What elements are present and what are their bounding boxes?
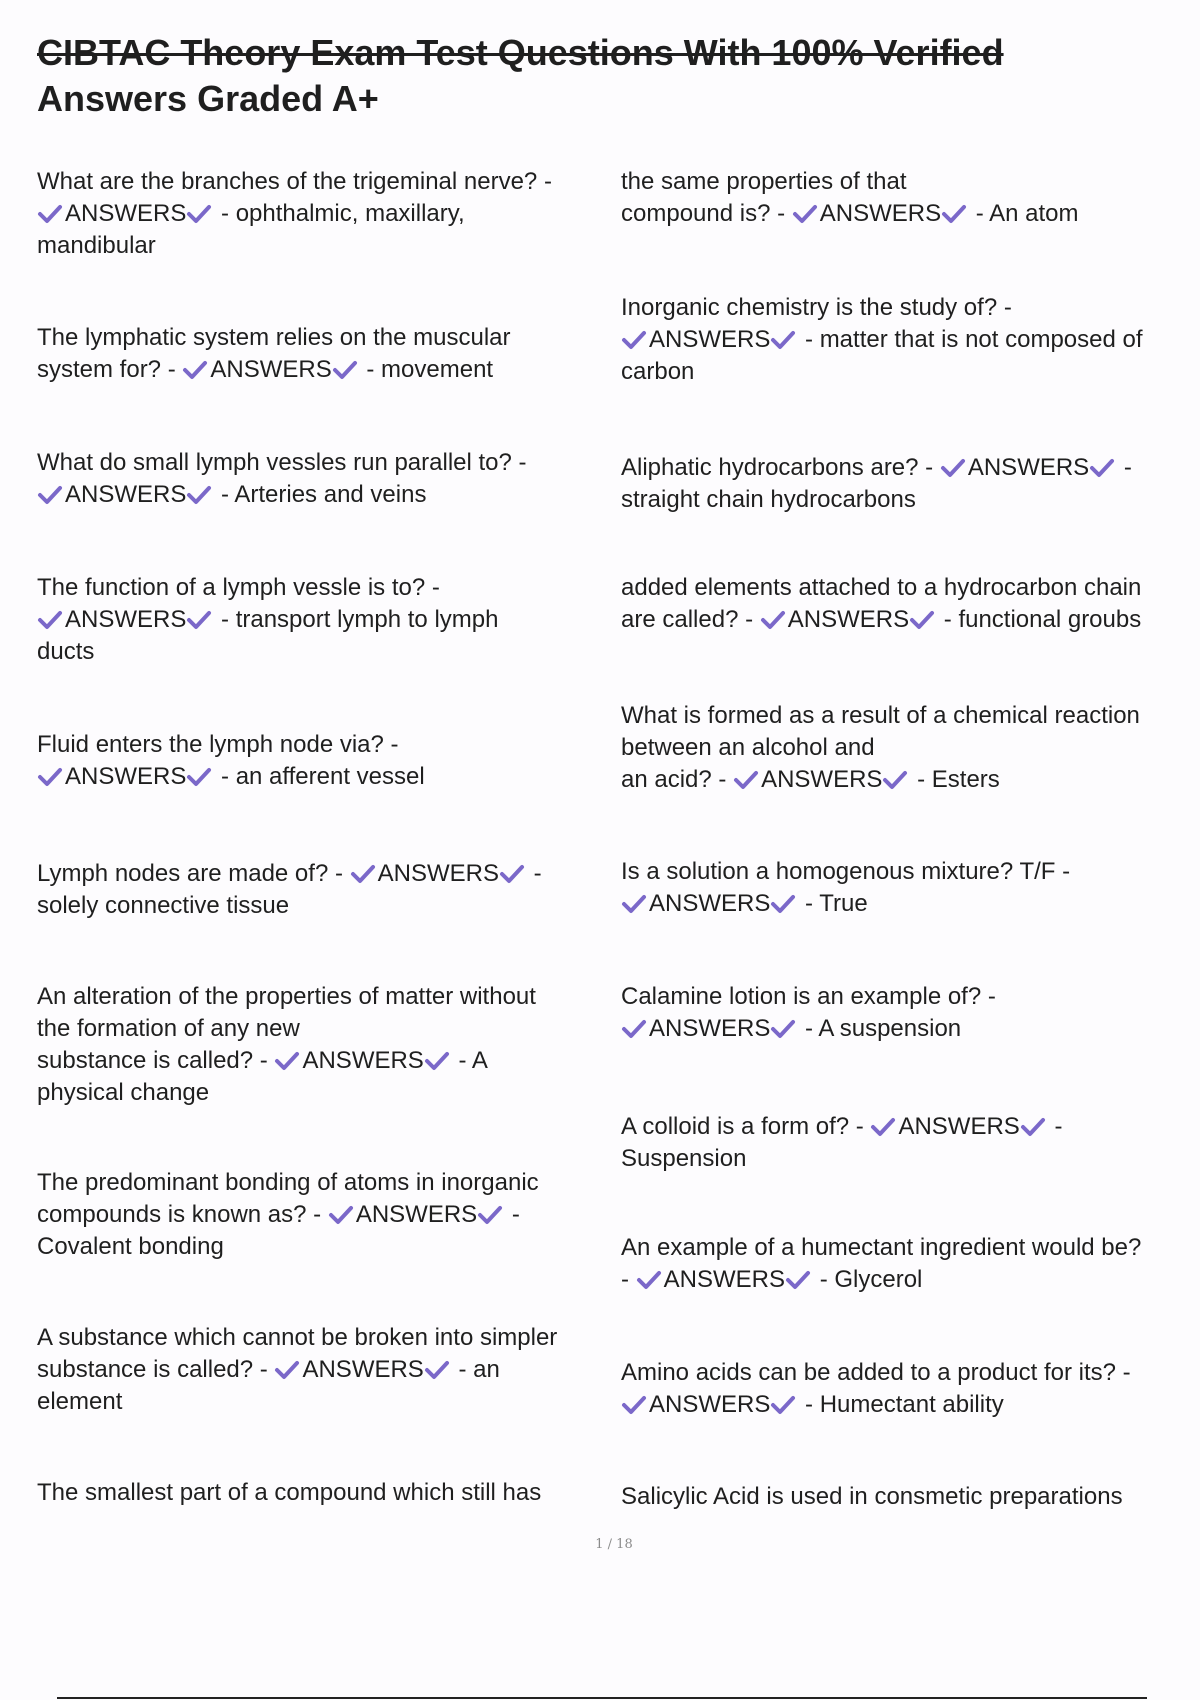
question-text-continued: the formation of any new <box>37 1015 300 1042</box>
answer-text: - ophthalmic, maxillary, <box>214 200 465 227</box>
answer-line <box>37 198 607 230</box>
qa-item <box>37 572 607 668</box>
question-text: Calamine lotion is an example of? - <box>621 983 996 1010</box>
answer-label: ANSWERS <box>819 200 942 227</box>
question-prefix: substance is called? - <box>37 1047 275 1074</box>
question-text: the same properties of that <box>621 168 907 195</box>
answer-line <box>37 479 607 511</box>
answer-label: ANSWERS <box>65 763 187 790</box>
answer-text: - matter that is not composed of <box>798 326 1143 353</box>
answer-text: - True <box>798 890 868 917</box>
check-icon <box>37 767 65 787</box>
answer-line <box>37 354 607 386</box>
qa-item <box>37 1477 607 1509</box>
question-text: What are the branches of the trigeminal nerve? - <box>37 168 552 195</box>
check-icon <box>424 1051 452 1071</box>
check-icon <box>941 204 969 224</box>
check-icon <box>733 770 761 790</box>
answer-line <box>621 324 1200 356</box>
qa-item <box>37 1322 607 1418</box>
qa-item <box>621 292 1200 388</box>
answer-line <box>37 761 607 793</box>
check-icon <box>477 1205 505 1225</box>
check-icon <box>186 610 214 630</box>
question-text: The smallest part of a compound which still has <box>37 1479 542 1506</box>
question-text: An example of a humectant ingredient would be? <box>621 1234 1142 1261</box>
check-icon <box>770 1395 798 1415</box>
check-icon <box>332 360 360 380</box>
check-icon <box>909 610 937 630</box>
qa-item <box>621 1111 1200 1175</box>
check-icon <box>182 360 210 380</box>
check-icon <box>328 1205 356 1225</box>
answer-label: ANSWERS <box>649 1391 771 1418</box>
answer-text: - <box>1117 454 1132 481</box>
qa-item <box>37 981 607 1109</box>
answer-line <box>621 452 1200 484</box>
answer-text: - An atom <box>969 200 1079 227</box>
check-icon <box>770 1019 798 1039</box>
question-text: Amino acids can be added to a product for its? - <box>621 1359 1131 1386</box>
question-text-continued: between an alcohol and <box>621 734 875 761</box>
answer-label: ANSWERS <box>787 606 910 633</box>
check-icon <box>770 894 798 914</box>
answer-text: - A <box>451 1047 488 1074</box>
check-icon <box>621 330 649 350</box>
check-icon <box>186 485 214 505</box>
check-icon <box>636 1270 664 1290</box>
check-icon <box>274 1051 302 1071</box>
answer-label: ANSWERS <box>65 481 187 508</box>
title-line-1: CIBTAC Theory Exam Test Questions With 100% Verified <box>37 32 1004 73</box>
qa-item <box>37 858 607 922</box>
qa-item <box>621 1357 1200 1421</box>
qa-item <box>621 1232 1200 1296</box>
answer-text: - Glycerol <box>813 1266 923 1293</box>
document-title <box>37 30 1147 122</box>
check-icon <box>621 1019 649 1039</box>
check-icon <box>499 864 527 884</box>
answer-text: - Humectant ability <box>798 1391 1004 1418</box>
check-icon <box>37 610 65 630</box>
bottom-divider <box>57 1697 1147 1699</box>
check-icon <box>274 1360 302 1380</box>
qa-item <box>37 166 607 262</box>
question-text: An alteration of the properties of matter without <box>37 983 536 1010</box>
answer-continued: straight chain hydrocarbons <box>621 486 916 513</box>
answer-line <box>621 1013 1200 1045</box>
check-icon <box>1089 458 1117 478</box>
check-icon <box>940 458 968 478</box>
question-prefix: - <box>621 1266 636 1293</box>
question-prefix: Lymph nodes are made of? - <box>37 860 350 887</box>
check-icon <box>870 1117 898 1137</box>
answer-continued: element <box>37 1388 123 1415</box>
answer-label: ANSWERS <box>761 766 883 793</box>
question-text: Inorganic chemistry is the study of? - <box>621 294 1012 321</box>
qa-item <box>621 981 1200 1045</box>
answer-text: - <box>526 860 542 887</box>
answer-label: ANSWERS <box>65 606 187 633</box>
answer-label: ANSWERS <box>210 356 332 383</box>
check-icon <box>37 485 65 505</box>
answer-label: ANSWERS <box>649 1015 771 1042</box>
qa-item <box>621 452 1200 516</box>
answer-label: ANSWERS <box>663 1266 786 1293</box>
check-icon <box>424 1360 452 1380</box>
question-prefix: system for? - <box>37 356 183 383</box>
answer-text: - <box>1047 1113 1063 1140</box>
answer-label: ANSWERS <box>649 326 771 353</box>
qa-item <box>621 572 1200 636</box>
answer-continued: carbon <box>621 358 695 385</box>
title-line-2: Answers Graded A+ <box>37 78 379 119</box>
qa-item <box>621 856 1200 920</box>
answer-text: - an afferent vessel <box>214 763 425 790</box>
check-icon <box>621 1395 649 1415</box>
question-prefix: an acid? - <box>621 766 734 793</box>
check-icon <box>1020 1117 1048 1137</box>
question-prefix: compounds is known as? - <box>37 1201 328 1228</box>
answer-label: ANSWERS <box>967 454 1090 481</box>
question-text: Is a solution a homogenous mixture? T/F - <box>621 858 1071 885</box>
answer-text: - Esters <box>910 766 1000 793</box>
answer-line <box>37 604 607 636</box>
answer-label: ANSWERS <box>898 1113 1020 1140</box>
question-prefix: compound is? - <box>621 200 792 227</box>
question-prefix: A colloid is a form of? - <box>621 1113 871 1140</box>
qa-item <box>621 700 1200 796</box>
answer-line <box>37 1354 607 1386</box>
answer-continued: Covalent bonding <box>37 1233 224 1260</box>
answer-line <box>37 858 607 890</box>
question-text: What is formed as a result of a chemical reaction <box>621 702 1140 729</box>
check-icon <box>770 330 798 350</box>
answer-text: - an <box>451 1356 500 1383</box>
answer-continued: ducts <box>37 638 95 665</box>
question-prefix: substance is called? - <box>37 1356 275 1383</box>
answer-line <box>621 604 1200 636</box>
check-icon <box>37 204 65 224</box>
answer-line <box>621 888 1200 920</box>
question-text: added elements attached to a hydrocarbon chain <box>621 574 1142 601</box>
question-prefix: are called? - <box>621 606 760 633</box>
answer-line <box>621 198 1200 230</box>
qa-item <box>37 447 607 511</box>
check-icon <box>186 767 214 787</box>
answer-continued: physical change <box>37 1079 210 1106</box>
answer-label: ANSWERS <box>649 890 771 917</box>
answer-text: - A suspension <box>798 1015 962 1042</box>
question-text: The lymphatic system relies on the muscular <box>37 324 511 351</box>
page-number: 1 / 18 <box>595 1537 633 1552</box>
check-icon <box>350 864 378 884</box>
answer-line <box>37 1045 607 1077</box>
question-text: The function of a lymph vessle is to? - <box>37 574 440 601</box>
qa-item <box>621 1481 1200 1513</box>
answer-text: - transport lymph to lymph <box>214 606 499 633</box>
answer-label: ANSWERS <box>302 1047 424 1074</box>
answer-continued: solely connective tissue <box>37 892 290 919</box>
answer-label: ANSWERS <box>65 200 187 227</box>
question-text: Salicylic Acid is used in consmetic preparations <box>621 1483 1123 1510</box>
qa-item <box>37 729 607 793</box>
answer-text: - movement <box>359 356 494 383</box>
question-prefix: Aliphatic hydrocarbons are? - <box>621 454 940 481</box>
answer-label: ANSWERS <box>355 1201 478 1228</box>
answer-continued: mandibular <box>37 232 156 259</box>
answer-line <box>621 764 1200 796</box>
question-text: A substance which cannot be broken into simpler <box>37 1324 558 1351</box>
question-text: Fluid enters the lymph node via? - <box>37 731 399 758</box>
check-icon <box>621 894 649 914</box>
answer-line <box>37 1199 607 1231</box>
check-icon <box>186 204 214 224</box>
answer-text: - <box>505 1201 520 1228</box>
check-icon <box>785 1270 813 1290</box>
check-icon <box>760 610 788 630</box>
qa-item <box>37 322 607 386</box>
answer-continued: Suspension <box>621 1145 747 1172</box>
check-icon <box>882 770 910 790</box>
answer-text: - Arteries and veins <box>214 481 427 508</box>
answer-label: ANSWERS <box>302 1356 424 1383</box>
question-text: The predominant bonding of atoms in inorganic <box>37 1169 539 1196</box>
answer-line <box>621 1389 1200 1421</box>
answer-line <box>621 1111 1200 1143</box>
answer-text: - functional groubs <box>937 606 1142 633</box>
answer-line <box>621 1264 1200 1296</box>
check-icon <box>792 204 820 224</box>
qa-item <box>621 166 1200 230</box>
answer-label: ANSWERS <box>377 860 499 887</box>
qa-item <box>37 1167 607 1263</box>
question-text: What do small lymph vessles run parallel to? - <box>37 449 527 476</box>
